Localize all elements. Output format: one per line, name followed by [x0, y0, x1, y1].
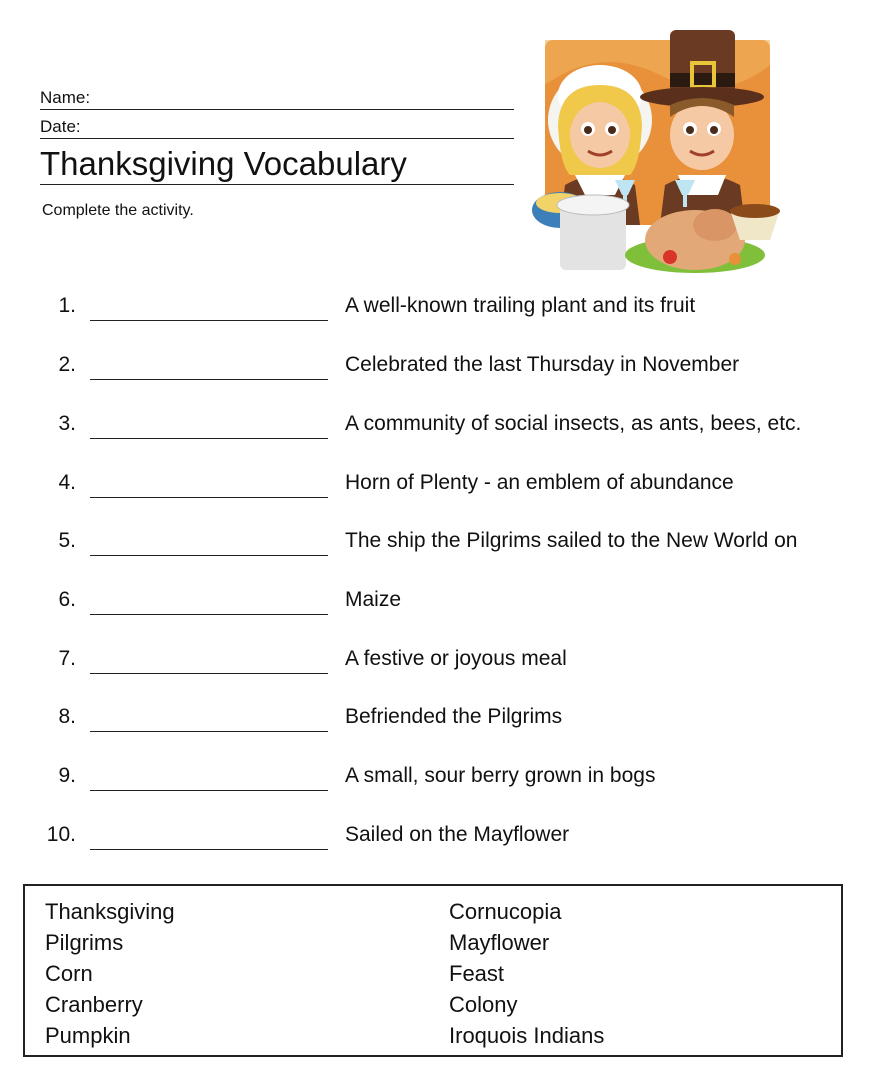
- answer-blank[interactable]: [90, 555, 328, 556]
- word-bank-item: Corn: [45, 961, 93, 986]
- question-clue: A small, sour berry grown in bogs: [345, 764, 656, 787]
- question-clue: A community of social insects, as ants, bees, etc.: [345, 412, 802, 435]
- pilgrims-feast-illustration: [530, 25, 790, 280]
- word-bank-left-column: [45, 896, 175, 1051]
- answer-blank[interactable]: [90, 790, 328, 791]
- answer-blank[interactable]: [90, 849, 328, 850]
- question-number: 5.: [58, 529, 76, 552]
- name-label: Name:: [40, 88, 91, 107]
- question-number: 1.: [58, 294, 76, 317]
- page-title: Thanksgiving Vocabulary: [40, 145, 514, 185]
- answer-blank[interactable]: [90, 614, 328, 615]
- question-clue: Sailed on the Mayflower: [345, 823, 570, 846]
- question-number: 2.: [58, 353, 76, 376]
- question-number: 6.: [58, 588, 76, 611]
- date-line[interactable]: [40, 117, 514, 139]
- answer-blank[interactable]: [90, 320, 328, 321]
- instructions: Complete the activity.: [42, 202, 194, 219]
- answer-blank[interactable]: [90, 379, 328, 380]
- word-bank-item: Colony: [449, 992, 518, 1017]
- word-bank-item: Iroquois Indians: [449, 1023, 605, 1048]
- question-number: 3.: [58, 412, 76, 435]
- date-label: Date:: [40, 117, 81, 136]
- question-number: 10.: [46, 823, 76, 846]
- question-number: 8.: [58, 705, 76, 728]
- question-number: 7.: [58, 647, 76, 670]
- question-number: 9.: [58, 764, 76, 787]
- question-clue: Maize: [345, 588, 402, 611]
- word-bank-item: Thanksgiving: [45, 899, 175, 924]
- word-bank-item: Pumpkin: [45, 1023, 131, 1048]
- question-clue: A well-known trailing plant and its fruit: [345, 294, 696, 317]
- word-bank-item: Cornucopia: [449, 899, 562, 924]
- question-clue: Befriended the Pilgrims: [345, 705, 563, 728]
- question-clue: The ship the Pilgrims sailed to the New World on: [345, 529, 798, 552]
- word-bank-right-column: [449, 896, 604, 1051]
- word-bank-item: Cranberry: [45, 992, 143, 1017]
- question-clue: Horn of Plenty - an emblem of abundance: [345, 471, 734, 494]
- answer-blank[interactable]: [90, 731, 328, 732]
- question-number: 4.: [58, 471, 76, 494]
- word-bank-item: Mayflower: [449, 930, 550, 955]
- word-bank-item: Pilgrims: [45, 930, 124, 955]
- answer-blank[interactable]: [90, 497, 328, 498]
- name-line[interactable]: [40, 88, 514, 110]
- question-clue: Celebrated the last Thursday in November: [345, 353, 740, 376]
- answer-blank[interactable]: [90, 673, 328, 674]
- question-clue: A festive or joyous meal: [345, 647, 567, 670]
- word-bank-item: Feast: [449, 961, 505, 986]
- answer-blank[interactable]: [90, 438, 328, 439]
- word-bank: [23, 884, 843, 1057]
